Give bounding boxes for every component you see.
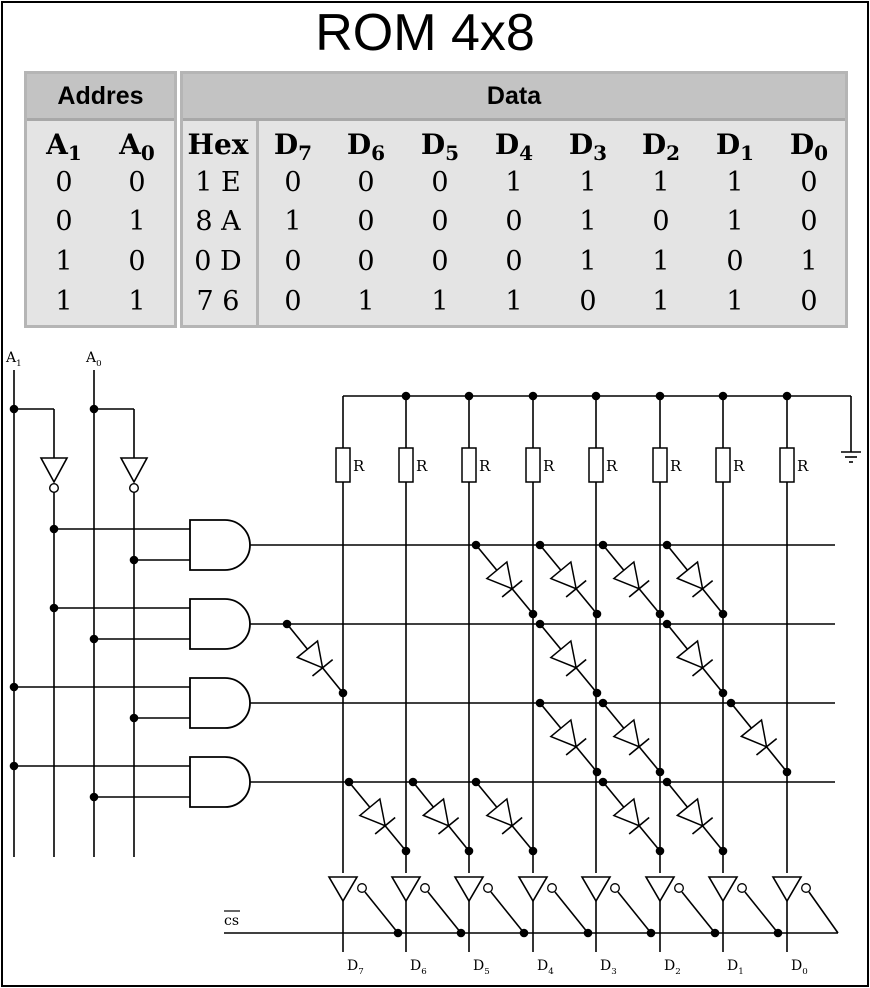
inverter-a0-triangle	[121, 458, 147, 482]
junction-dot	[656, 847, 665, 856]
diode	[614, 562, 639, 589]
output-label-d2: $D_2$	[664, 958, 681, 977]
data-bit-cell: 1	[726, 206, 744, 237]
diode	[741, 720, 766, 747]
data-bit-cell: 1	[505, 286, 523, 317]
junction-dot	[529, 610, 538, 619]
address-cell: 0	[55, 167, 73, 198]
junction-dot	[656, 610, 665, 619]
junction-dot	[472, 541, 481, 550]
data-bit-cell: 0	[800, 206, 818, 237]
junction-dot	[50, 525, 59, 534]
data-bit-cell: 0	[284, 246, 302, 277]
data-table	[180, 71, 848, 328]
junction-dot	[409, 778, 418, 787]
input-label-a1: $A_1$	[6, 350, 22, 369]
junction-dot	[663, 541, 672, 550]
diode	[551, 720, 576, 747]
data-bit-cell: 1	[726, 167, 744, 198]
and-gate	[190, 757, 250, 807]
junction-dot	[719, 689, 728, 698]
junction-dot	[10, 683, 19, 692]
junction-dot	[719, 847, 728, 856]
junction-dot	[283, 620, 292, 629]
junction-dot	[472, 778, 481, 787]
resistor-label: R	[353, 457, 365, 475]
buffer-enable-wire	[682, 892, 715, 933]
data-bit-cell: 1	[579, 206, 597, 237]
hex-cell: 1 E	[195, 167, 241, 198]
address-column-header: $A_1$	[46, 128, 82, 165]
buffer-enable-bubble	[358, 884, 367, 893]
junction-dot	[10, 762, 19, 771]
resistor	[653, 448, 667, 482]
address-cell: 1	[128, 206, 146, 237]
junction-dot	[647, 929, 656, 938]
data-column-header: $D_7$	[273, 128, 313, 165]
output-label-d1: $D_1$	[727, 958, 744, 977]
output-label-d7: $D_7$	[347, 958, 364, 977]
junction-dot	[339, 689, 348, 698]
junction-dot	[520, 929, 529, 938]
data-bit-cell: 1	[284, 206, 302, 237]
junction-dot	[457, 929, 466, 938]
resistor-label: R	[797, 457, 809, 475]
resistor	[462, 448, 476, 482]
data-bit-cell: 0	[284, 286, 302, 317]
junction-dot	[529, 847, 538, 856]
address-cell: 0	[55, 206, 73, 237]
output-label-d5: $D_5$	[473, 958, 490, 977]
junction-dot	[593, 768, 602, 777]
data-column-header: $D_3$	[568, 128, 608, 165]
junction-dot	[130, 714, 139, 723]
junction-dot	[536, 620, 545, 629]
output-label-d0: $D_0$	[791, 958, 808, 977]
data-column-header: $D_0$	[789, 128, 829, 165]
junction-dot	[774, 929, 783, 938]
junction-dot	[727, 699, 736, 708]
output-buffer	[646, 877, 674, 901]
data-column-header: $D_2$	[641, 128, 681, 165]
data-bit-cell: 1	[579, 167, 597, 198]
data-bit-cell: 0	[357, 206, 375, 237]
resistor-label: R	[606, 457, 618, 475]
resistor	[716, 448, 730, 482]
data-bit-cell: 0	[505, 206, 523, 237]
buffer-enable-wire	[428, 892, 461, 933]
junction-dot	[90, 405, 99, 414]
data-bit-cell: 0	[284, 167, 302, 198]
data-column-header: $D_4$	[494, 128, 534, 165]
output-buffer	[519, 877, 547, 901]
address-cell: 0	[128, 246, 146, 277]
junction-dot	[10, 405, 19, 414]
and-gate	[190, 678, 250, 728]
data-bit-cell: 1	[431, 286, 449, 317]
buffer-enable-wire	[491, 892, 524, 933]
diagram-title: ROM 4x8	[315, 4, 535, 62]
buffer-enable-bubble	[675, 884, 684, 893]
resistor-label: R	[670, 457, 682, 475]
output-label-d6: $D_6$	[410, 958, 427, 977]
junction-dot	[783, 768, 792, 777]
data-bit-cell: 1	[652, 167, 670, 198]
junction-dot	[345, 778, 354, 787]
address-column-header: $A_0$	[119, 128, 155, 165]
diode	[677, 799, 702, 826]
junction-dot	[536, 541, 545, 550]
data-column-header: $D_6$	[346, 128, 386, 165]
resistor	[589, 448, 603, 482]
hex-column-divider	[256, 121, 259, 325]
output-label-d3: $D_3$	[600, 958, 617, 977]
inverter-a1-bubble	[50, 484, 59, 493]
buffer-enable-bubble	[548, 884, 557, 893]
data-bit-cell: 0	[357, 167, 375, 198]
junction-dot	[719, 610, 728, 619]
output-buffer	[773, 877, 801, 901]
output-buffer	[709, 877, 737, 901]
output-buffer	[329, 877, 357, 901]
data-bit-cell: 0	[800, 167, 818, 198]
diode	[360, 799, 385, 826]
resistor-label: R	[479, 457, 491, 475]
resistor-label: R	[416, 457, 428, 475]
junction-dot	[402, 847, 411, 856]
data-bit-cell: 1	[652, 286, 670, 317]
junction-dot	[663, 778, 672, 787]
data-bit-cell: 1	[726, 286, 744, 317]
buffer-enable-wire	[555, 892, 588, 933]
data-bit-cell: 1	[579, 246, 597, 277]
data-bit-cell: 1	[652, 246, 670, 277]
diode	[677, 641, 702, 668]
buffer-enable-bubble	[484, 884, 493, 893]
resistor	[399, 448, 413, 482]
data-bit-cell: 1	[800, 246, 818, 277]
data-bit-cell: 0	[431, 206, 449, 237]
hex-column-header: Hex	[187, 128, 249, 161]
address-cell: 1	[55, 246, 73, 277]
junction-dot	[90, 635, 99, 644]
data-column-header: $D_1$	[715, 128, 755, 165]
diode	[614, 799, 639, 826]
diode	[677, 562, 702, 589]
junction-dot	[656, 768, 665, 777]
inverter-a1-triangle	[41, 458, 67, 482]
and-gate	[190, 599, 250, 649]
junction-dot	[593, 610, 602, 619]
address-table	[24, 71, 177, 328]
junction-dot	[90, 793, 99, 802]
junction-dot	[394, 929, 403, 938]
rom-schematic	[0, 330, 870, 988]
junction-dot	[599, 778, 608, 787]
output-label-d4: $D_4$	[537, 958, 554, 977]
resistor-label: R	[543, 457, 555, 475]
diode	[551, 641, 576, 668]
buffer-enable-bubble	[738, 884, 747, 893]
diode	[423, 799, 448, 826]
output-buffer	[455, 877, 483, 901]
data-bit-cell: 0	[357, 246, 375, 277]
junction-dot	[663, 620, 672, 629]
data-bit-cell: 0	[579, 286, 597, 317]
junction-dot	[599, 541, 608, 550]
data-bit-cell: 0	[431, 167, 449, 198]
resistor	[780, 448, 794, 482]
and-gate	[190, 520, 250, 570]
address-cell: 1	[55, 286, 73, 317]
buffer-enable-wire	[809, 892, 838, 933]
diode	[487, 562, 512, 589]
resistor-label: R	[733, 457, 745, 475]
data-bit-cell: 0	[800, 286, 818, 317]
data-bit-cell: 0	[726, 246, 744, 277]
input-label-a0: $A_0$	[86, 350, 102, 369]
data-bit-cell: 0	[431, 246, 449, 277]
data-bit-cell: 0	[505, 246, 523, 277]
address-cell: 0	[128, 167, 146, 198]
hex-cell: 7 6	[196, 286, 240, 317]
junction-dot	[130, 556, 139, 565]
buffer-enable-bubble	[802, 884, 811, 893]
junction-dot	[584, 929, 593, 938]
junction-dot	[536, 699, 545, 708]
resistor	[526, 448, 540, 482]
diode	[487, 799, 512, 826]
diode	[551, 562, 576, 589]
address-header: Addres	[27, 74, 174, 121]
chip-select-label: cs	[224, 913, 240, 929]
buffer-enable-wire	[618, 892, 651, 933]
hex-cell: 8 A	[195, 206, 241, 237]
buffer-enable-wire	[365, 892, 398, 933]
data-column-header: $D_5$	[420, 128, 460, 165]
output-buffer	[392, 877, 420, 901]
data-bit-cell: 1	[505, 167, 523, 198]
buffer-enable-bubble	[421, 884, 430, 893]
buffer-enable-bubble	[611, 884, 620, 893]
data-bit-cell: 0	[652, 206, 670, 237]
junction-dot	[599, 699, 608, 708]
diode	[614, 720, 639, 747]
data-header: Data	[183, 74, 845, 121]
output-buffer	[582, 877, 610, 901]
junction-dot	[593, 689, 602, 698]
junction-dot	[711, 929, 720, 938]
hex-cell: 0 D	[194, 246, 242, 277]
junction-dot	[50, 604, 59, 613]
data-bit-cell: 1	[357, 286, 375, 317]
diode	[297, 641, 322, 668]
address-cell: 1	[128, 286, 146, 317]
buffer-enable-wire	[745, 892, 778, 933]
resistor	[336, 448, 350, 482]
junction-dot	[465, 847, 474, 856]
inverter-a0-bubble	[130, 484, 139, 493]
